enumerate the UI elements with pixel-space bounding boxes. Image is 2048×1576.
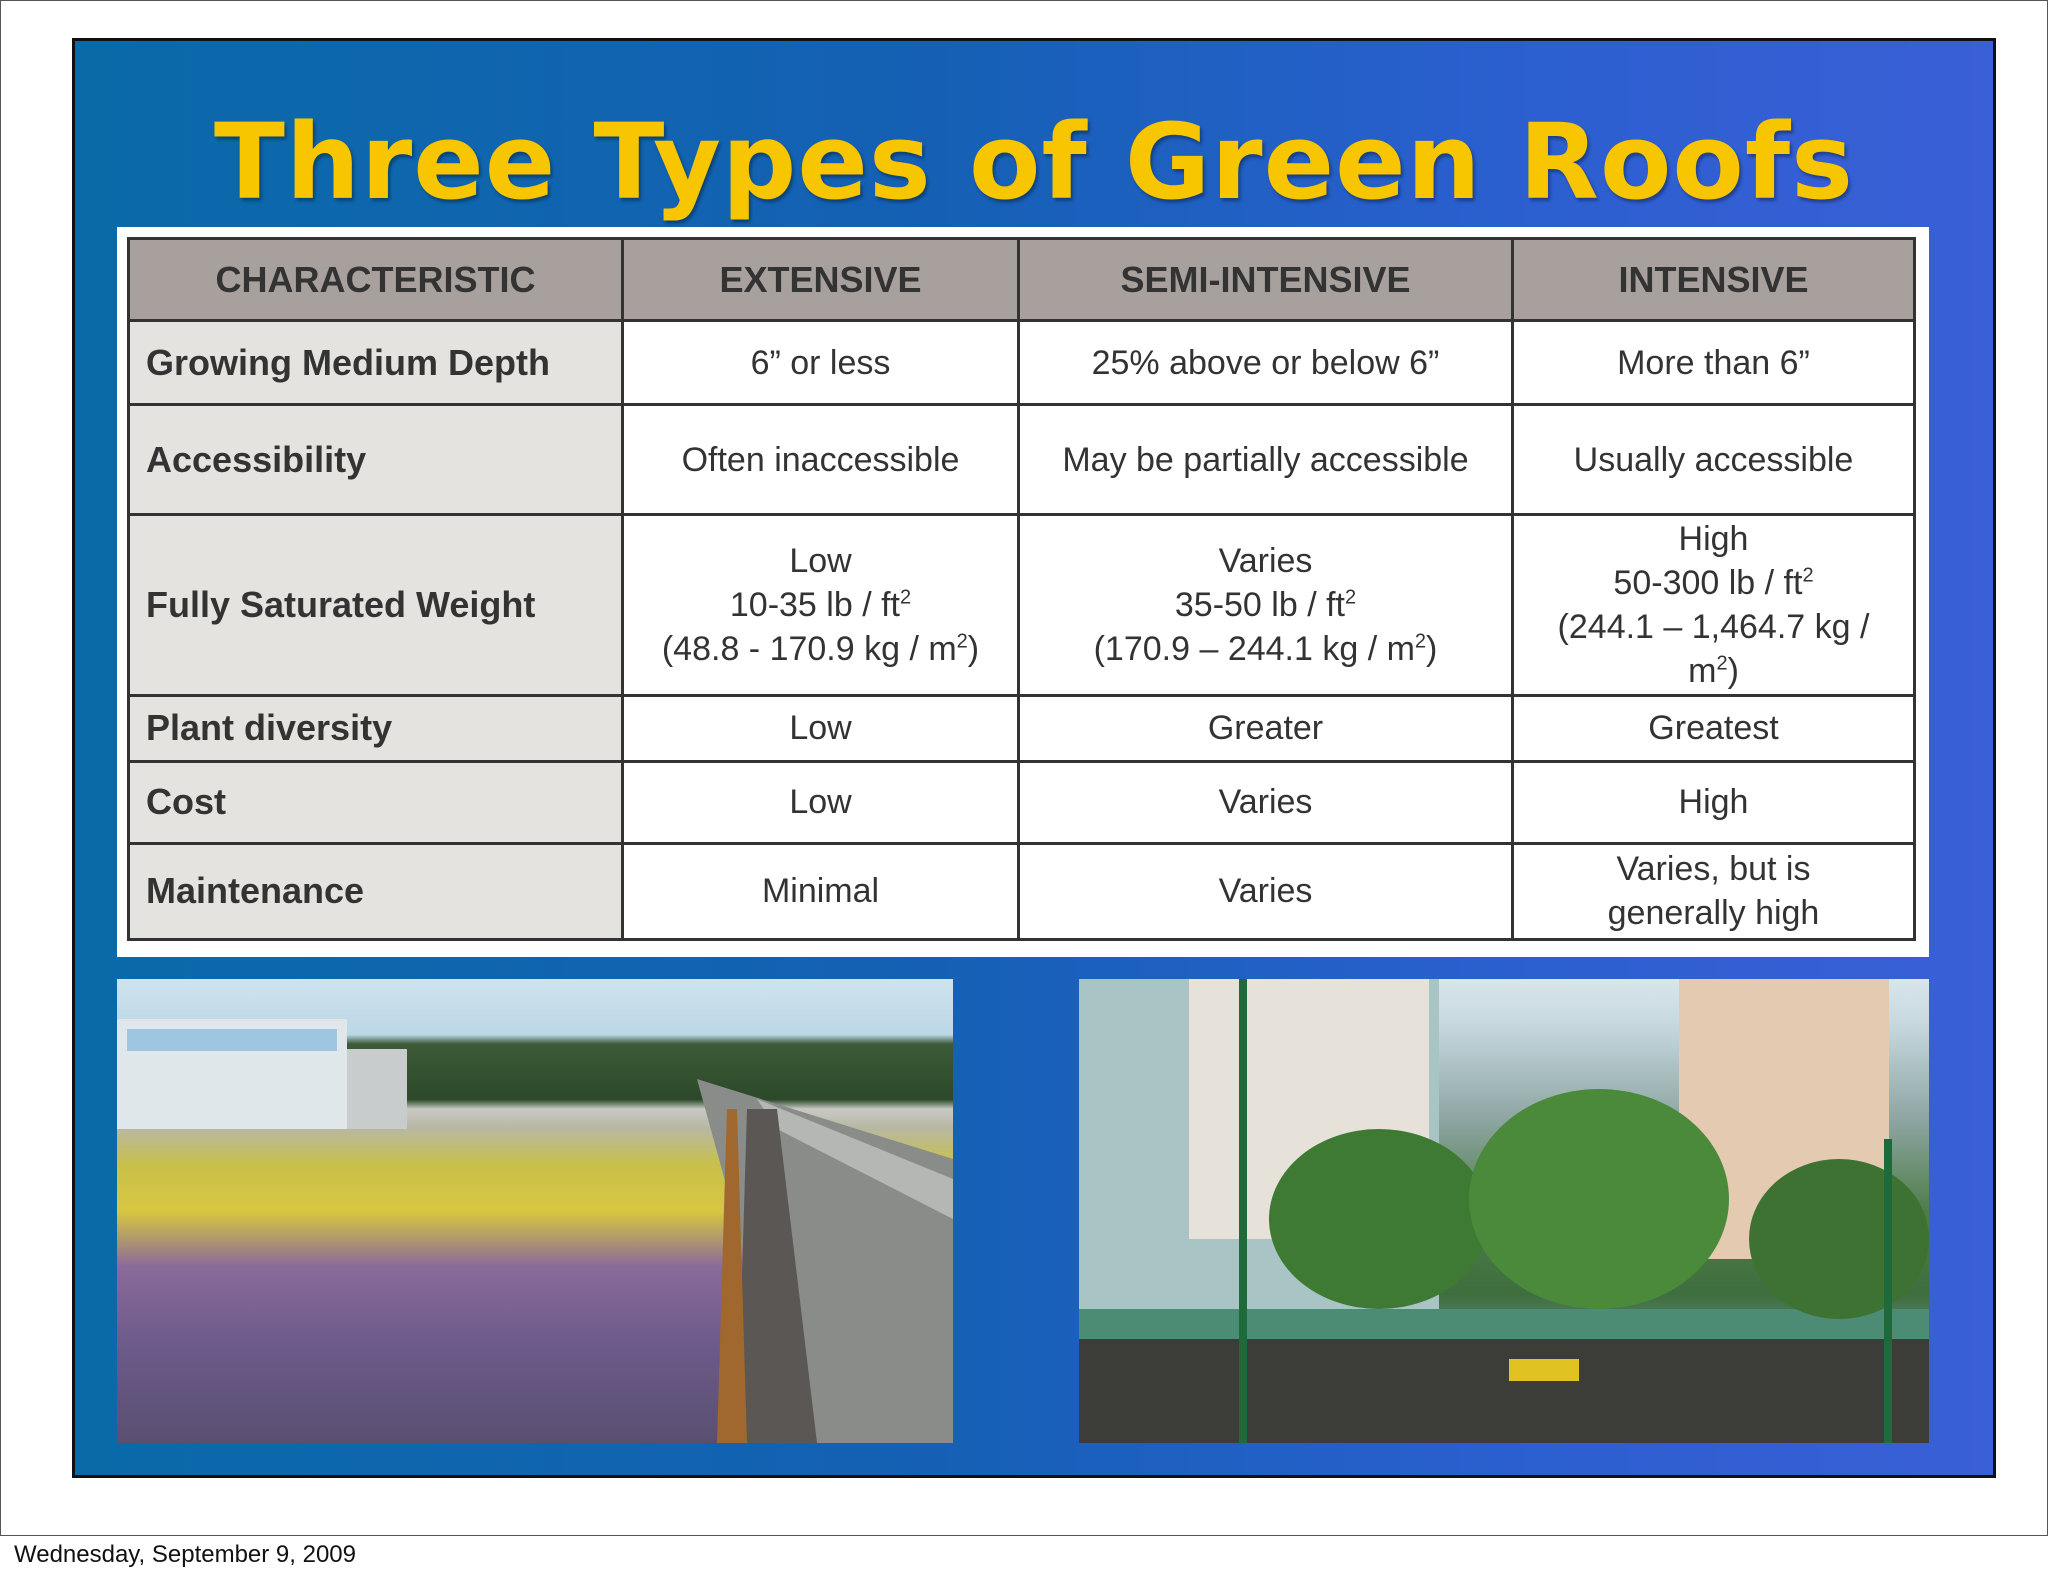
cell-extensive: Low [623, 695, 1019, 761]
table-row [129, 843, 1915, 939]
table-header-row [129, 239, 1915, 321]
shop-sign [1509, 1359, 1579, 1381]
intensive-roof-photo [1079, 979, 1929, 1443]
cell-line: Varies [1218, 542, 1313, 580]
extensive-roof-photo [117, 979, 953, 1443]
header-extensive: EXTENSIVE [623, 239, 1019, 321]
cell-semi-intensive: 25% above or below 6” [1019, 321, 1513, 405]
cell-intensive: High [1513, 761, 1915, 843]
slide-title: Three Types of Green Roofs [213, 101, 1855, 223]
cell-line: generally high [1607, 894, 1820, 933]
skylight-glass [127, 1029, 337, 1051]
cell-semi-intensive: May be partially accessible [1019, 405, 1513, 515]
table-row [129, 515, 1915, 695]
lamp-post [1239, 979, 1247, 1443]
table-row [129, 761, 1915, 843]
cell-intensive: More than 6” [1513, 321, 1915, 405]
row-label: Plant diversity [129, 695, 623, 761]
roof-trees [1469, 1089, 1729, 1309]
cell-semi-intensive: Greater [1019, 695, 1513, 761]
slide [72, 38, 1996, 1478]
cell-intensive [1513, 515, 1915, 695]
storefront-canopy [1079, 1309, 1929, 1339]
roof-trees [1269, 1129, 1489, 1309]
cell-extensive: 6” or less [623, 321, 1019, 405]
cell-intensive: Greatest [1513, 695, 1915, 761]
storefronts [1079, 1339, 1929, 1443]
cell-line: 35-50 lb / $ft^2$ [1174, 586, 1357, 624]
row-label: Growing Medium Depth [129, 321, 623, 405]
cell-extensive: Low [623, 761, 1019, 843]
cell-semi-intensive: Varies [1019, 761, 1513, 843]
table-row [129, 321, 1915, 405]
cell-line: Varies, but is [1616, 850, 1811, 889]
header-intensive: INTENSIVE [1513, 239, 1915, 321]
intensive-roof-illustration [1079, 979, 1929, 1443]
cell-semi-intensive: Varies [1019, 843, 1513, 939]
cell-extensive: Often inaccessible [623, 405, 1019, 515]
extensive-roof-illustration [117, 979, 953, 1443]
row-label: Cost [129, 761, 623, 843]
roof-trees [1749, 1159, 1929, 1319]
cell-intensive [1513, 843, 1915, 939]
cell-line: 50-300 lb / $ft^2$ [1613, 564, 1814, 602]
cell-line: $m^2$) [1688, 652, 1739, 690]
header-semi-intensive: SEMI-INTENSIVE [1019, 239, 1513, 321]
cell-line: High [1678, 520, 1749, 558]
green-roof-table [127, 237, 1916, 941]
table-row [129, 405, 1915, 515]
cell-extensive [623, 515, 1019, 695]
cell-line: (244.1 – 1,464.7 kg / [1557, 608, 1870, 646]
lamp-post [1884, 1139, 1892, 1443]
footer-date: Wednesday, September 9, 2009 [14, 1541, 356, 1568]
row-label: Maintenance [129, 843, 623, 939]
building-wall [347, 1049, 407, 1129]
header-characteristic: CHARACTERISTIC [129, 239, 623, 321]
cell-line: Low [789, 542, 852, 580]
cell-line: (48.8 - 170.9 kg / $m^2$) [661, 630, 980, 668]
cell-line: (170.9 – 244.1 kg / $m^2$) [1093, 630, 1438, 668]
cell-extensive: Minimal [623, 843, 1019, 939]
cell-intensive: Usually accessible [1513, 405, 1915, 515]
table-panel [117, 227, 1929, 957]
cell-semi-intensive [1019, 515, 1513, 695]
row-label: Accessibility [129, 405, 623, 515]
row-label: Fully Saturated Weight [129, 515, 623, 695]
table-row [129, 695, 1915, 761]
cell-line: 10-35 lb / $ft^2$ [729, 586, 912, 624]
